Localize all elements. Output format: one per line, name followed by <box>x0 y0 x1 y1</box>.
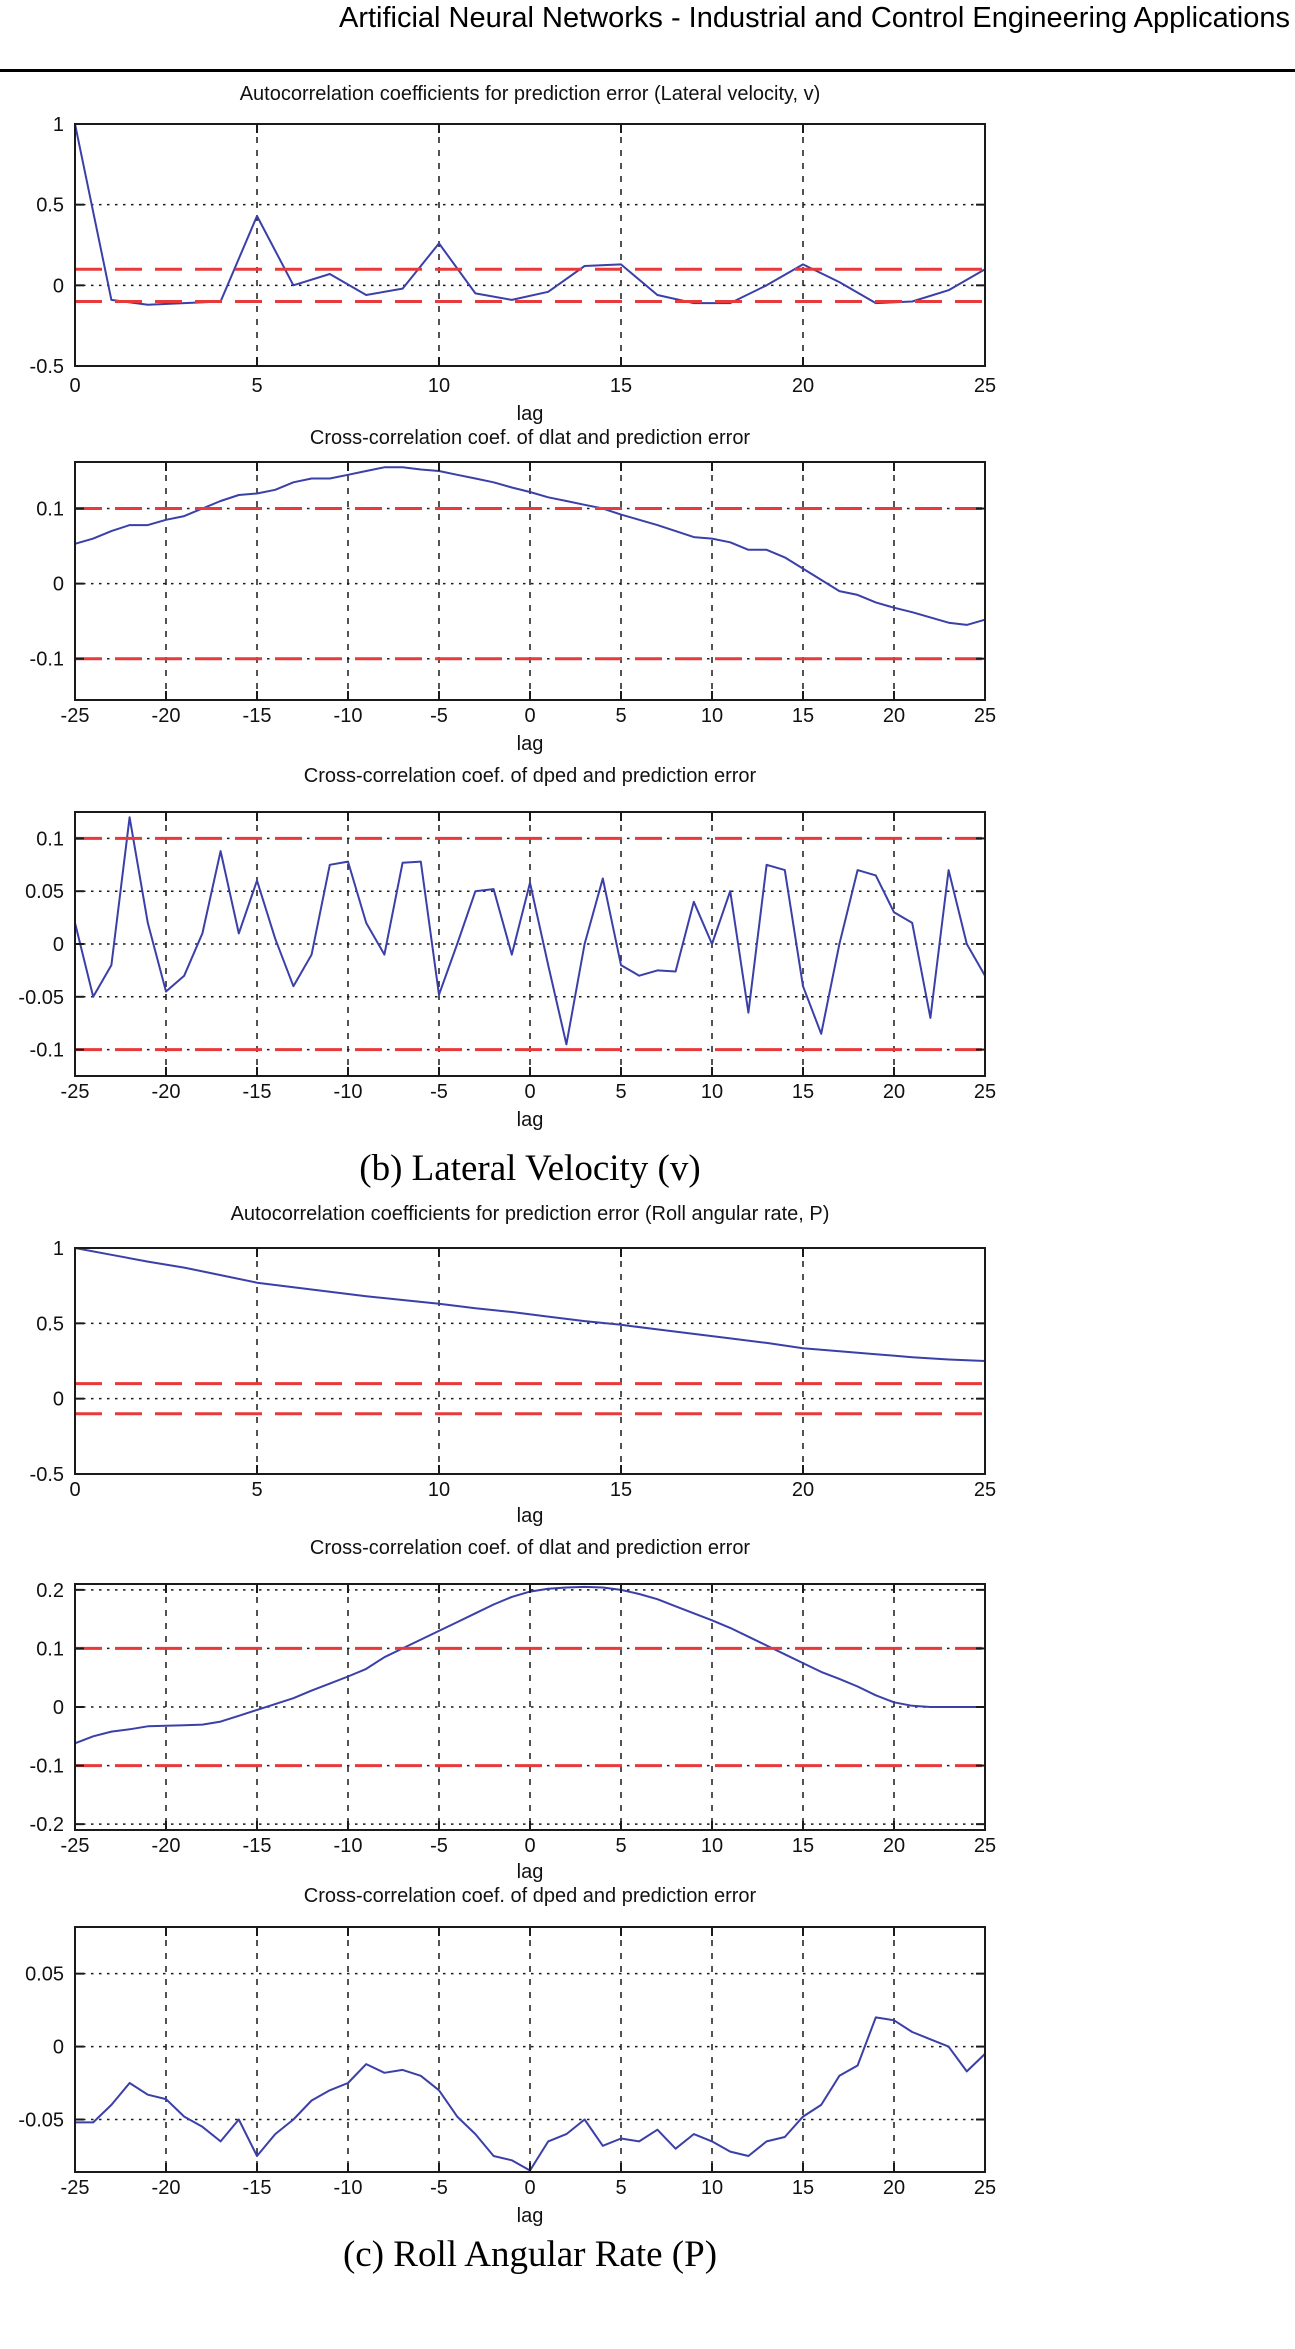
x-tick-label: -15 <box>242 1835 272 1857</box>
x-tick-label: -15 <box>242 1081 272 1103</box>
x-tick-label: -15 <box>242 705 272 727</box>
x-tick-label: 5 <box>615 2177 627 2199</box>
x-tick-label: -20 <box>151 2177 181 2199</box>
x-tick-label: 20 <box>791 1479 815 1501</box>
plot-title: Autocorrelation coefficients for prediction error (Lateral velocity, v) <box>239 83 821 105</box>
x-tick-label: -15 <box>242 2177 272 2199</box>
plot-xcorr-dped-v <box>18 765 996 1131</box>
y-tick-label: 1 <box>52 1238 64 1260</box>
y-tick-label: 0.05 <box>25 1963 64 1986</box>
plot-autocorr-roll-rate <box>30 1203 997 1527</box>
x-axis-label: lag <box>516 733 544 755</box>
x-tick-label: 5 <box>615 1081 627 1103</box>
x-tick-label: 25 <box>973 1479 997 1501</box>
x-tick-label: 10 <box>700 1835 724 1857</box>
x-tick-label: 15 <box>791 705 815 727</box>
x-tick-label: -5 <box>430 2177 448 2199</box>
x-tick-label: 25 <box>973 1835 997 1857</box>
x-tick-label: 0 <box>524 705 536 727</box>
plot-title: Cross-correlation coef. of dlat and prediction error <box>309 427 751 449</box>
x-tick-label: 10 <box>700 705 724 727</box>
x-tick-label: 20 <box>882 2177 906 2199</box>
x-tick-label: -20 <box>151 1081 181 1103</box>
plot-autocorr-lateral-velocity <box>30 83 997 425</box>
x-tick-label: -5 <box>430 1835 448 1857</box>
x-tick-label: 10 <box>700 1081 724 1103</box>
x-tick-label: 20 <box>882 1835 906 1857</box>
x-tick-label: 0 <box>69 375 81 397</box>
x-axis-label: lag <box>516 2205 544 2227</box>
y-tick-label: 0.5 <box>36 1313 64 1336</box>
x-tick-label: 15 <box>791 2177 815 2199</box>
x-tick-label: 20 <box>882 1081 906 1103</box>
x-tick-label: 0 <box>69 1479 81 1501</box>
y-tick-label: 0 <box>52 2036 64 2059</box>
y-tick-label: -0.1 <box>29 1039 64 1062</box>
x-tick-label: 10 <box>427 375 451 397</box>
x-tick-label: 25 <box>973 1081 997 1103</box>
y-tick-label: 0 <box>52 934 64 956</box>
x-tick-label: 10 <box>700 2177 724 2199</box>
x-tick-label: 5 <box>615 1835 627 1857</box>
y-tick-label: 0.2 <box>36 1579 64 1602</box>
y-tick-label: 0.1 <box>36 1638 64 1661</box>
x-tick-label: 15 <box>609 375 633 397</box>
x-tick-label: -20 <box>151 705 181 727</box>
x-tick-label: -10 <box>333 705 363 727</box>
y-tick-label: -0.1 <box>29 1755 64 1778</box>
x-tick-label: -10 <box>333 2177 363 2199</box>
x-tick-label: 25 <box>973 375 997 397</box>
x-axis-label: lag <box>516 403 544 425</box>
x-tick-label: -5 <box>430 1081 448 1103</box>
x-tick-label: 20 <box>882 705 906 727</box>
plot-title: Cross-correlation coef. of dped and prediction error <box>303 765 757 787</box>
page-header: Artificial Neural Networks - Industrial and Control Engineering Applications <box>338 2 1290 34</box>
y-tick-label: 0.5 <box>36 194 64 217</box>
plot-title: Cross-correlation coef. of dped and prediction error <box>303 1885 757 1907</box>
x-axis-label: lag <box>516 1861 544 1883</box>
x-tick-label: 5 <box>251 1479 263 1501</box>
y-tick-label: 0 <box>52 275 64 298</box>
x-tick-label: 5 <box>251 375 263 397</box>
x-axis-label: lag <box>516 1505 544 1527</box>
y-tick-label: 0.1 <box>36 828 64 851</box>
y-tick-label: -0.05 <box>18 2109 64 2132</box>
x-tick-label: -20 <box>151 1835 181 1857</box>
y-tick-label: -0.5 <box>29 356 64 378</box>
x-tick-label: -25 <box>60 1835 90 1857</box>
y-tick-label: 0 <box>52 573 64 596</box>
caption-b: (b) Lateral Velocity (v) <box>359 1148 701 1189</box>
header-rule <box>0 69 1295 72</box>
y-tick-label: -0.05 <box>18 986 64 1009</box>
x-tick-label: 0 <box>524 2177 536 2199</box>
x-tick-label: 15 <box>791 1081 815 1103</box>
x-tick-label: 10 <box>427 1479 451 1501</box>
x-tick-label: -10 <box>333 1081 363 1103</box>
x-tick-label: 25 <box>973 2177 997 2199</box>
plot-xcorr-dlat-v <box>30 427 997 755</box>
x-tick-label: -25 <box>60 1081 90 1103</box>
plot-title: Autocorrelation coefficients for prediction error (Roll angular rate, P) <box>230 1203 830 1225</box>
x-tick-label: 20 <box>791 375 815 397</box>
plot-title: Cross-correlation coef. of dlat and prediction error <box>309 1537 751 1559</box>
x-tick-label: 5 <box>615 705 627 727</box>
y-tick-label: 1 <box>52 114 64 136</box>
x-tick-label: -25 <box>60 2177 90 2199</box>
x-tick-label: 15 <box>791 1835 815 1857</box>
x-tick-label: 15 <box>609 1479 633 1501</box>
x-tick-label: 25 <box>973 705 997 727</box>
caption-c: (c) Roll Angular Rate (P) <box>342 2234 718 2275</box>
x-tick-label: -25 <box>60 705 90 727</box>
y-tick-label: 0.05 <box>25 881 64 904</box>
plot-xcorr-dlat-p <box>30 1537 997 1883</box>
y-tick-label: 0 <box>52 1697 64 1719</box>
x-tick-label: 0 <box>524 1835 536 1857</box>
x-axis-label: lag <box>516 1109 544 1131</box>
plot-xcorr-dped-p <box>18 1885 996 2227</box>
y-tick-label: -0.5 <box>29 1464 64 1486</box>
x-tick-label: -10 <box>333 1835 363 1857</box>
x-tick-label: -5 <box>430 705 448 727</box>
y-tick-label: 0.1 <box>36 498 64 521</box>
y-tick-label: -0.1 <box>29 648 64 671</box>
y-tick-label: -0.2 <box>29 1814 64 1837</box>
y-tick-label: 0 <box>52 1388 64 1411</box>
x-tick-label: 0 <box>524 1081 536 1103</box>
